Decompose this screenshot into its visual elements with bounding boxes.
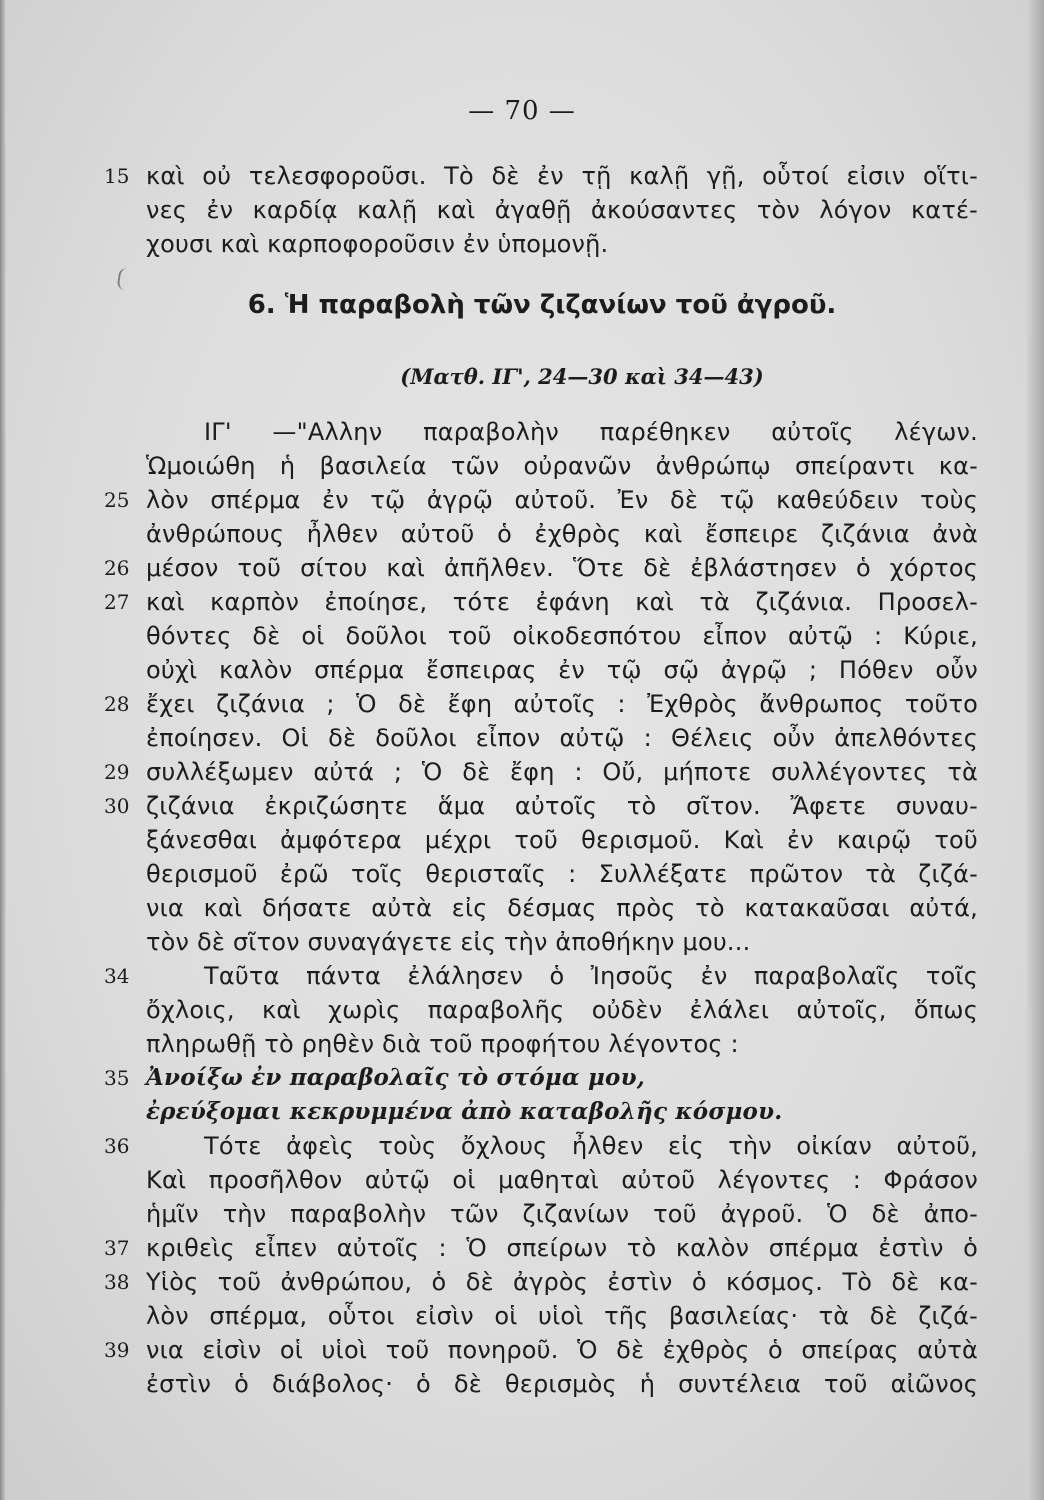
- verse-number: 29: [104, 760, 130, 784]
- text-line: καὶ καρπὸν ἐποίησε, τότε ἐφάνη καὶ τὰ ζιζάνια. Προσελ-: [146, 588, 978, 616]
- verse-number: 27: [104, 590, 130, 614]
- text-line: ἡμῖν τὴν παραβολὴν τῶν ζιζανίων τοῦ ἀγροῦ. Ὁ δὲ ἀπο-: [146, 1200, 978, 1228]
- verse-number: 28: [104, 692, 130, 716]
- text-line: λὸν σπέρμα ἐν τῷ ἀγρῷ αὐτοῦ. Ἐν δὲ τῷ καθεύδειν τοὺς: [146, 486, 978, 514]
- verse-number: 30: [104, 794, 130, 818]
- text-line: θερισμοῦ ἐρῶ τοῖς θερισταῖς : Συλλέξατε πρῶτον τὰ ζιζά-: [146, 860, 978, 888]
- text-line: θόντες δὲ οἱ δοῦλοι τοῦ οἰκοδεσπότου εἶπον αὐτῷ : Κύριε,: [146, 622, 978, 650]
- verse-number: 35: [104, 1066, 130, 1090]
- scripture-reference: (Ματθ. ΙΓ', 24—30 καὶ 34—43): [400, 364, 764, 389]
- verse-number: [104, 1364, 144, 1404]
- text-line: ἐστὶν ὁ διάβολος· ὁ δὲ θερισμὸς ἡ συντέλεια τοῦ αἰῶνος: [146, 1370, 978, 1398]
- verse-number: 37: [104, 1236, 130, 1260]
- text-line: νες ἐν καρδίᾳ καλῇ καὶ ἀγαθῇ ἀκούσαντες τὸν λόγον κατέ-: [146, 196, 978, 224]
- text-line: Τότε ἀφεὶς τοὺς ὄχλους ἦλθεν εἰς τὴν οἰκίαν αὐτοῦ,: [204, 1132, 978, 1160]
- quotation-line: ἐρεύξομαι κεκρυμμένα ἀπὸ καταβολῆς κόσμου.: [146, 1098, 783, 1125]
- verse-number: 25: [104, 488, 130, 512]
- verse-number: 36: [104, 1134, 130, 1158]
- verse-number: 39: [104, 1338, 130, 1362]
- text-line: ὄχλοις, καὶ χωρὶς παραβολῆς οὐδὲν ἐλάλει αὐτοῖς, ὅπως: [146, 996, 978, 1024]
- text-line: χουσι καὶ καρποφοροῦσιν ἐν ὑπομονῇ.: [146, 230, 609, 258]
- verse-number: 38: [104, 1270, 130, 1294]
- text-line: καὶ οὐ τελεσφοροῦσι. Τὸ δὲ ἐν τῇ καλῇ γῇ, οὗτοί εἰσιν οἵτι-: [146, 162, 978, 190]
- text-line: συλλέξωμεν αὐτά ; Ὁ δὲ ἔφη : Οὔ, μήποτε συλλέγοντες τὰ: [146, 758, 978, 786]
- text-line: Ταῦτα πάντα ἐλάλησεν ὁ Ἰησοῦς ἐν παραβολαῖς τοῖς: [204, 962, 978, 990]
- verse-number: [104, 224, 144, 264]
- text-line: ξάνεσθαι ἀμφότερα μέχρι τοῦ θερισμοῦ. Καὶ ἐν καιρῷ τοῦ: [146, 826, 978, 854]
- text-line: Ὡμοιώθη ἡ βασιλεία τῶν οὐρανῶν ἀνθρώπῳ σπείραντι κα-: [146, 452, 978, 480]
- verse-number: 26: [104, 556, 130, 580]
- text-line: πληρωθῇ τὸ ρηθὲν διὰ τοῦ προφήτου λέγοντος :: [146, 1030, 739, 1058]
- text-line: ἐποίησεν. Οἱ δὲ δοῦλοι εἶπον αὐτῷ : Θέλεις οὖν ἀπελθόντες: [146, 724, 978, 752]
- quotation-line: Ἀνοίξω ἐν παραβολαῖς τὸ στόμα μου,: [146, 1064, 645, 1091]
- section-heading: 6. Ἡ παραβολὴ τῶν ζιζανίων τοῦ ἀγροῦ.: [247, 290, 837, 320]
- text-line: ΙΓ' —"Αλλην παραβολὴν παρέθηκεν αὐτοῖς λέγων.: [204, 418, 978, 446]
- text-line: κριθεὶς εἶπεν αὐτοῖς : Ὁ σπείρων τὸ καλὸν σπέρμα ἐστὶν ὁ: [146, 1234, 978, 1262]
- text-line: τὸν δὲ σῖτον συναγάγετε εἰς τὴν ἀποθήκην μου...: [146, 928, 751, 956]
- text-line: ἀνθρώπους ἦλθεν αὐτοῦ ὁ ἐχθρὸς καὶ ἔσπειρε ζιζάνια ἀνὰ: [146, 520, 978, 548]
- verse-number: 34: [104, 964, 130, 988]
- text-line: Υἱὸς τοῦ ἀνθρώπου, ὁ δὲ ἀγρὸς ἐστὶν ὁ κόσμος. Τὸ δὲ κα-: [146, 1268, 978, 1296]
- verse-number: 15: [104, 164, 130, 188]
- text-line: μέσον τοῦ σίτου καὶ ἀπῆλθεν. Ὅτε δὲ ἐβλάστησεν ὁ χόρτος: [146, 554, 978, 582]
- page-number: — 70 —: [468, 96, 576, 126]
- text-line: λὸν σπέρμα, οὗτοι εἰσὶν οἱ υἱοὶ τῆς βασιλείας· τὰ δὲ ζιζά-: [146, 1302, 978, 1330]
- text-line: νια καὶ δήσατε αὐτὰ εἰς δέσμας πρὸς τὸ κατακαῦσαι αὐτά,: [146, 894, 978, 922]
- text-line: ζιζάνια ἐκριζώσητε ἅμα αὐτοῖς τὸ σῖτον. Ἄφετε συναυ-: [146, 792, 978, 820]
- text-line: οὐχὶ καλὸν σπέρμα ἔσπειρας ἐν τῷ σῷ ἀγρῷ ; Πόθεν οὖν: [146, 656, 978, 684]
- page-left-edge: [0, 0, 6, 1500]
- pencil-mark: [117, 267, 132, 290]
- page-right-edge: [1026, 0, 1044, 1500]
- text-line: νια εἰσὶν οἱ υἱοὶ τοῦ πονηροῦ. Ὁ δὲ ἐχθρὸς ὁ σπείρας αὐτὰ: [146, 1336, 978, 1364]
- text-line: Καὶ προσῆλθον αὐτῷ οἱ μαθηταὶ αὐτοῦ λέγοντες : Φράσον: [146, 1166, 978, 1194]
- text-line: ἔχει ζιζάνια ; Ὁ δὲ ἔφη αὐτοῖς : Ἐχθρὸς ἄνθρωπος τοῦτο: [146, 690, 978, 718]
